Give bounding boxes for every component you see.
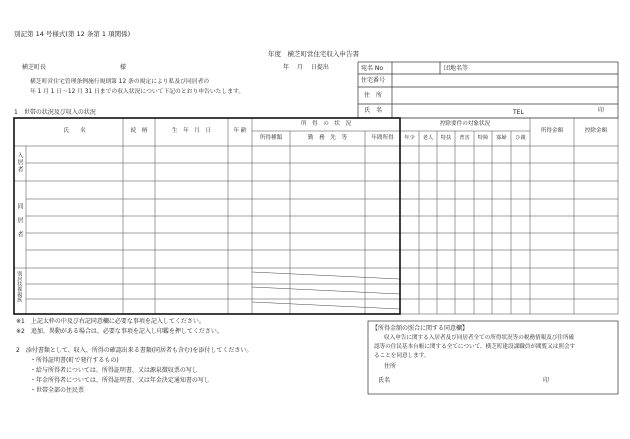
deduction-item-disability: 普害 bbox=[459, 135, 470, 141]
consent-line-1: 収入申告に関する入居者及び同居者全ての所得状況等の税務情報及び住所確 bbox=[384, 335, 575, 341]
deduction-item-youth: 年少 bbox=[404, 135, 415, 141]
deduction-item-widow: 寡婦 bbox=[496, 135, 507, 141]
consent-line-3: ることを同意します。 bbox=[374, 353, 430, 359]
row-label-separate-dependent: 別居扶養親族 bbox=[16, 271, 23, 303]
col-annual-income: 年間所得 bbox=[371, 135, 394, 141]
tel-label: TEL bbox=[513, 109, 524, 116]
attachment-item-4: ・世帯全部の住民票 bbox=[30, 387, 85, 394]
tenant-no-label: 宛名 No bbox=[361, 65, 384, 72]
note-1: ※1 上記太枠の中及び右記同意欄に必要な事項を記入してください。 bbox=[16, 318, 205, 325]
col-deduction-amount: 控除金額 bbox=[584, 128, 608, 134]
deduction-item-elderly: 老人 bbox=[422, 135, 434, 141]
consent-address-label: 住所 bbox=[384, 363, 397, 370]
col-income-status: 所 得 の 状 況 bbox=[300, 121, 352, 127]
col-name: 氏 名 bbox=[63, 128, 86, 134]
attachment-item-3: ・年金所得者については、所得証明書、又は年金決定通知書の写し bbox=[30, 377, 210, 384]
intro-line-1: 横芝町営住宅管理条例施行規則第 12 条の規定により私及び同居者の bbox=[30, 79, 210, 85]
deduction-item-special-dependent: 特扶 bbox=[440, 135, 452, 141]
col-age: 年 齢 bbox=[233, 128, 247, 134]
page-title: 年度 横芝町営住宅収入申告書 bbox=[268, 50, 359, 58]
row-label-cohabitant: 同 居 者 bbox=[16, 203, 23, 238]
name-label: 氏 名 bbox=[364, 107, 383, 114]
attachment-item-1: ・所得証明書(町で発行するもの) bbox=[30, 357, 119, 364]
col-deduction: 控除要件の対象状況 bbox=[439, 121, 491, 127]
address-label: 住 所 bbox=[364, 92, 383, 99]
addressee: 横芝町長 bbox=[22, 64, 47, 71]
section2-heading: 2 添付書類として、収入、所得の確認出来る書類(同居者も含む)を添付してください。 bbox=[16, 347, 253, 354]
row-label-tenant: 入居者 bbox=[16, 152, 23, 173]
section1-heading: 1 世帯の状況及び収入の状況 bbox=[14, 109, 96, 116]
applicant-seal: 印 bbox=[598, 107, 605, 114]
consent-title: 【所得金額の照合に関する同意欄】 bbox=[372, 325, 469, 332]
form-number: 別記第 14 号様式(第 12 条第 1 項関係) bbox=[14, 30, 131, 38]
consent-line-2: 認等の住民基本台帳に関する全てについて、横芝町建設課職員が閲覧又は照会す bbox=[374, 344, 576, 350]
complex-label: 団地名等 bbox=[444, 65, 469, 72]
col-employer: 勤 務 先 等 bbox=[307, 135, 348, 141]
col-income-type: 所得種類 bbox=[259, 135, 283, 141]
col-income-amount: 所得金額 bbox=[540, 128, 564, 134]
deduction-item-special-disability: 特障 bbox=[477, 135, 489, 141]
tenant-no-field[interactable] bbox=[393, 63, 439, 73]
col-relation: 続 柄 bbox=[130, 128, 148, 134]
consent-seal: 印 bbox=[543, 377, 550, 384]
consent-name-label: 氏名 bbox=[378, 377, 391, 384]
submit-date: 年 月 日提出 bbox=[283, 64, 329, 71]
deduction-item-single-parent: ひ親 bbox=[515, 135, 526, 141]
unit-no-label: 住宅番号 bbox=[361, 77, 386, 84]
intro-line-2: 年 1 月 1 日～12 月 31 日までの収入状況について下記のとおり申告いたします。 bbox=[30, 89, 245, 95]
addressee-honorific: 様 bbox=[120, 64, 127, 71]
col-birth: 生 年 月 日 bbox=[171, 128, 212, 134]
attachment-item-2: ・給与所得者については、所得証明書、又は源泉徴収票の写し bbox=[30, 367, 198, 374]
note-2: ※2 追加、異動がある場合は、必要な事項を記入し印鑑を押してください。 bbox=[16, 328, 223, 335]
